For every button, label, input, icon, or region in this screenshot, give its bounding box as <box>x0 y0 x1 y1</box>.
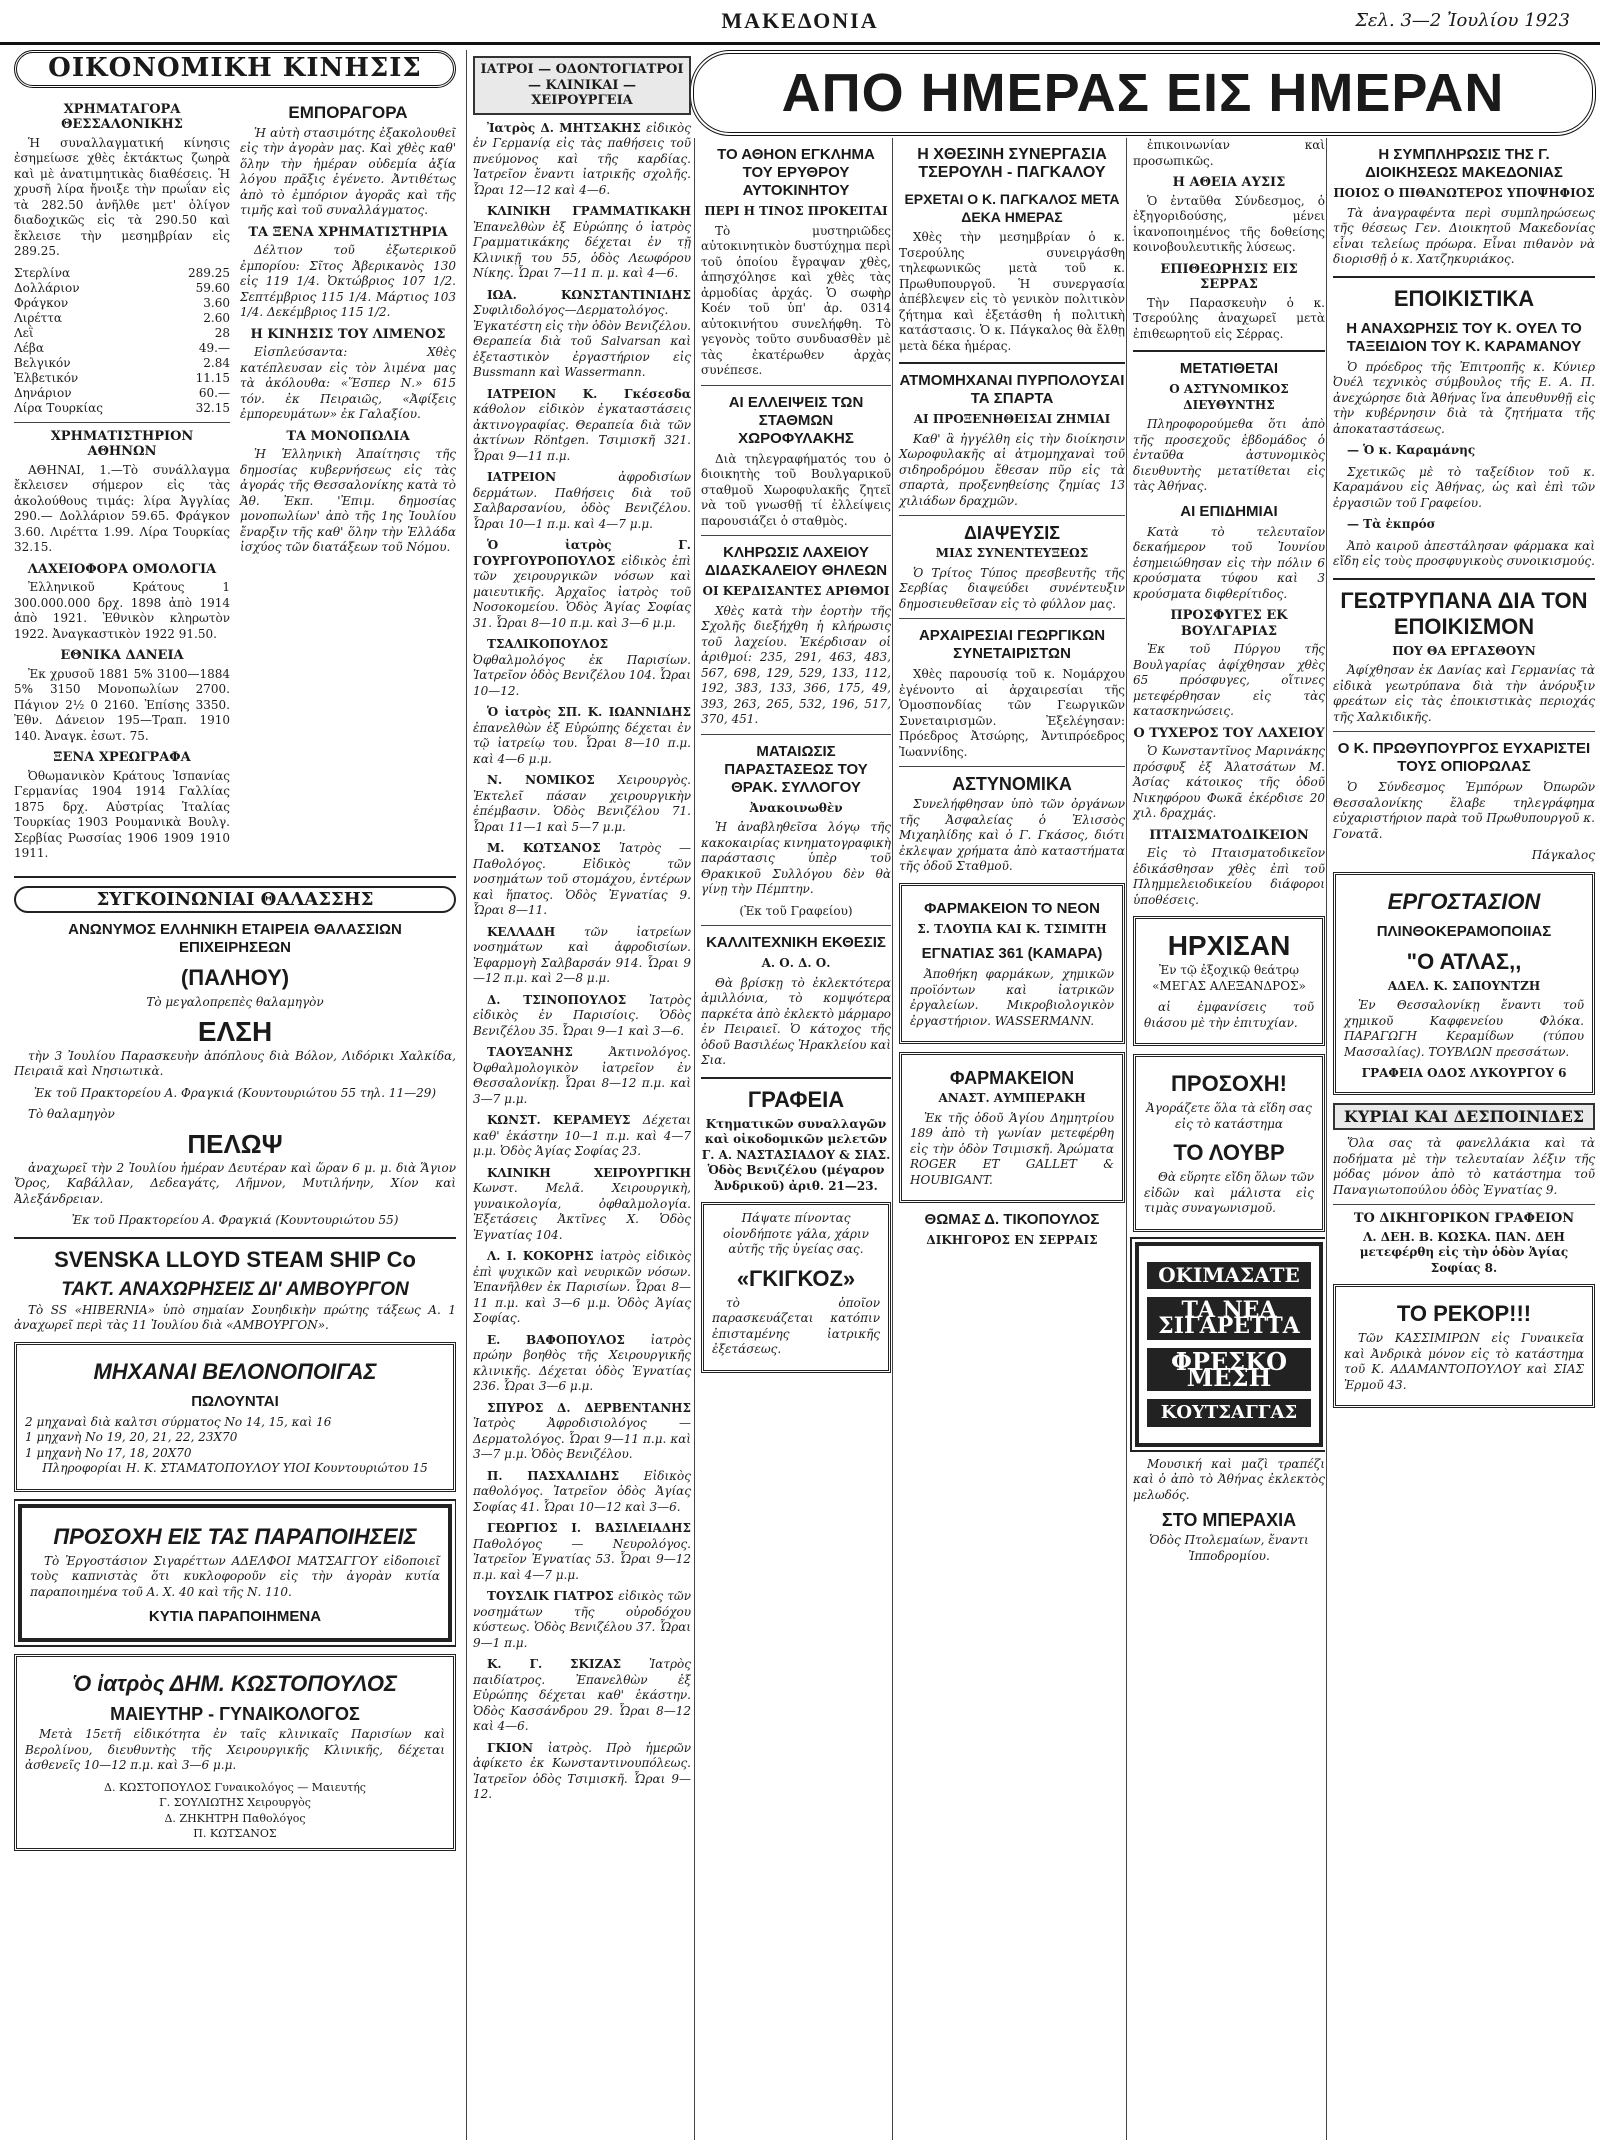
rate-name: Ἑλβετικόν <box>14 370 79 385</box>
rate-value: 49.— <box>198 340 230 355</box>
c3c-sub: ΟΙ ΚΕΡΔΙΣΑΝΤΕΣ ΑΡΙΘΜΟΙ <box>702 584 890 598</box>
doctor-entry-text: Ἀκτινολόγος. Ὀφθαλμολογικὸν ἰατρεῖον ἐν Θεσσαλονίκῃ. Ὧραι 8—12 π.μ. καὶ 3—7 μ.μ. <box>473 1045 691 1106</box>
doctor-entry-name: Λ. Ι. ΚΟΚΟΡΗΣ <box>487 1249 600 1263</box>
c6d-text: Ὁ Σύνδεσμος Ἐμπόρων Ὀπωρῶν Θεσσαλονίκης ἔλαβε τηλεγράφημα εὐχαριστήριον παρὰ τοῦ Πρωθυπουργοῦ κ. Γονατᾶ. <box>1333 780 1595 841</box>
c6b-title: ΕΠΟΙΚΙΣΤΙΚΑ <box>1393 285 1535 311</box>
pharmacy-neon-ad <box>899 883 1125 1045</box>
c5b-title: Η ΑΘΕΙΑ ΑΥΣΙΣ <box>1172 175 1286 190</box>
doctor-entry-text: Δέχεται καθ' ἑκάστην 10—1 π.μ. καὶ 4—7 μ.μ. Ὁδὸς Ἁγίας Σοφίας 23. <box>473 1113 691 1158</box>
doctor-entry <box>473 637 691 699</box>
gigkoz-tail: τὸ ὁποῖον παρασκευάζεται κατόπιν ἐπισταμένης ἰατρικῆς ἐξετάσεως. <box>712 1295 880 1356</box>
rate-name: Στερλίνα <box>14 265 71 280</box>
doctor-entry-name: Δ. ΤΣΙΝΟΠΟΥΛΟΣ <box>487 992 649 1007</box>
doctor-entry-text: ἰατρὸς εἰδικὸς ἐπὶ ψυχικῶν καὶ νευρικῶν νόσων. Ἐπανῆλθεν ἐκ Παρισίων. Ὧραι 8—11 π.μ. καὶ 3—6 μ.μ. Ὁδὸς Ἁγίας Σοφίας. <box>473 1249 691 1325</box>
atlas-ad <box>1333 872 1595 1095</box>
doctor-entry-name: ΙΑΤΡΕΙΟΝ Κ. Γκέσεσδα <box>487 386 691 401</box>
ship1-text: τὴν 3 Ἰουλίου Παρασκευὴν ἀπόπλους διὰ Βόλον, Λιδόρικι Χαλκίδα, Πειραιᾶ καὶ Νησιωτικὰ. <box>14 1048 456 1078</box>
c5i-tail: αἱ ἐμφανίσεις τοῦ θιάσου μὲ τὴν ἐπιτυχίαν. <box>1144 1000 1314 1030</box>
doctor-entry <box>473 1657 691 1735</box>
c4g-title: ΦΑΡΜΑΚΕΙΟΝ <box>949 1068 1075 1088</box>
pharmacy-avmperaki-ad <box>899 1052 1125 1203</box>
doctor-entry-text: εἰδικὸς ἐν Γερμανίᾳ εἰς τὰς παθήσεις τοῦ πνεύμονος καὶ τῆς καρδίας. Ἰατρεῖον ἔναντι ἰατρικῆς σχολῆς. Ὧραι 12—12 καὶ 4—6. <box>473 120 691 197</box>
doctor-entry <box>473 1589 691 1651</box>
ship1-intro: Τὸ μεγαλοπρεπὲς θαλαμηγὸν <box>146 995 324 1009</box>
doctor-entry-name: ΓΚΙΟΝ <box>487 1740 548 1755</box>
c6h-text: Τῶν ΚΑΣΣΙΜΙΡΩΝ εἰς Γυναικεῖα καὶ Ἀνδρικὰ μόνον εἰς τὸ κατάστημα τοῦ Κ. ΑΔΑΜΑΝΤΟΠΟΥΛΟΥ καὶ ΣΙΑΣ Ἐρμοῦ 43. <box>1344 1331 1584 1392</box>
c6g-title: ΤΟ ΔΙΚΗΓΟΡΙΚΟΝ ΓΡΑΦΕΙΟΝ <box>1353 1211 1575 1226</box>
doctors-header: ΙΑΤΡΟΙ — ΟΔΟΝΤΟΓΙΑΤΡΟΙ — ΚΛΙΝΙΚΑΙ — ΧΕΙΡΟΥΡΓΕΙΑ <box>473 56 691 115</box>
rate-row <box>14 296 230 311</box>
rate-name: Λιρέττα <box>14 310 63 325</box>
doctor-entry <box>473 1113 691 1160</box>
doctor-entry-name: Ὁ ἰατρὸς ΣΠ. Κ. ΙΩΑΝΝΙΔΗΣ <box>487 705 691 719</box>
foreign-title: ΤΑ ΞΕΝΑ ΧΡΗΜΑΤΙΣΤΗΡΙΑ <box>248 224 448 240</box>
doctor-entry <box>473 1401 691 1463</box>
doctor-entry-text: ἰατρὸς. Πρὸ ἡμερῶν ἀφίκετο ἐκ Κωνσταντινουπόλεως. Ἰατρεῖον ὁδὸς Τσιμισκῆ. Ὧραι 9—12. <box>473 1740 691 1801</box>
ship2-name: ΠΕΛΩΨ <box>187 1128 283 1159</box>
rate-row <box>14 281 230 296</box>
c5b-text: Ὁ ἐνταῦθα Σύνδεσμος, ὁ ἐξηγοριδούσης, μένει ἱκανοποιημένος τῆς δοθείσης κοινοβουλευτικῆς λύσεως. <box>1133 193 1325 254</box>
c6b-name2: — Τὰ ἐκπρόσ <box>1347 517 1436 531</box>
c5d-sub: Ο ΑΣΤΥΝΟΜΙΚΟΣ ΔΙΕΥΘΥΝΤΗΣ <box>1169 382 1289 412</box>
c5j-tail: Θὰ εὕρητε εἴδη ὅλων τῶν εἰδῶν καὶ μάλιστα εἰς τιμὰς συναγωνισμοῦ. <box>1144 1170 1314 1215</box>
doctor-entry-text: Παθολόγος — Νευρολόγος. Ἰατρεῖον Ἐγνατίας 53. Ὧραι 9—12 π.μ. καὶ 4—7 μ.μ. <box>473 1536 691 1582</box>
doctor-staff-item: Δ. ΖΗΚΗΤΡΗ Παθολόγος <box>164 1811 306 1825</box>
doctor-entry-name: ΙΑΤΡΕΙΟΝ <box>487 470 619 484</box>
doctor-entry-text: Ἰατρὸς εἰδικὸς ἐν Παρισίοις. Ὁδὸς Βενιζέλου 35. Ὧραι 9—1 καὶ 3—6. <box>473 992 691 1038</box>
c5k-line2: ΤΑ ΝΕΑ ΣΙΓΑΡΕΤΤΑ <box>1147 1297 1311 1340</box>
c5k-line1: ΟΚΙΜΑΣΑΤΕ <box>1147 1262 1311 1290</box>
c6d-sign: Πάγκαλος <box>1531 848 1595 862</box>
rate-name: Λεῒ <box>14 325 34 340</box>
rate-value: 289.25 <box>188 265 230 280</box>
doctor-entry-text: εἰδικὸς τῶν νοσημάτων τῆς οὐροδόχου κύστεως. Ὁδὸς Βενιζέλου 37. Ὧραι 9—1 π.μ. <box>473 1589 691 1650</box>
shipping-company-sub: (ΠΑΛΗΟΥ) <box>180 965 290 990</box>
port-text: Εἰσπλεύσαντα: Χθὲς κατέπλευσαν εἰς τὸν λιμένα μας τὰ ἀκόλουθα: «Ἕσπερ Ν.» 615 τόν. ἐκ Πειραιῶς, «Ἀφίξεις ἐμπορευμάτων» ἐκ Γαλαξίου. <box>240 345 456 421</box>
doctor-entry-name: Ε. ΒΑΦΟΠΟΥΛΟΣ <box>487 1332 651 1347</box>
doctor-entry-name: ΤΟΥΣΛΙΚ ΓΙΑΤΡΟΣ <box>487 1589 619 1603</box>
c5j-text: Ἀγοράζετε ὅλα τὰ εἴδη σας εἰς τὸ κατάστημα <box>1146 1101 1312 1131</box>
doctor-entry-text: Ἰατρὸς Ἀφροδισιολόγος — Δερματολόγος. Ὧραι 9—11 π.μ. καὶ 3—7 μ.μ. Ὁδὸς Βενιζέλου. <box>473 1416 691 1461</box>
doctor-entry-name: ΚΛΙΝΙΚΗ ΓΡΑΜΜΑΤΙΚΑΚΗ <box>487 204 691 218</box>
sewing-title: ΜΗΧΑΝΑΙ ΒΕΛΟΝΟΠΟΙΓΑΣ <box>93 1358 377 1384</box>
c4c-text: Ὁ Τρίτος Τύπος πρεσβευτῆς τῆς Σερβίας διαψεύδει συνέντευξιν δημοσιευθεῖσαν εἰς τὸ φύλλον μας. <box>899 565 1125 611</box>
doctor-entry <box>473 470 691 532</box>
rate-name: Δηνάριον <box>14 385 72 400</box>
newspaper-name: ΜΑΚΕΔΟΝΙΑ <box>721 8 879 33</box>
ship1-agent: Ἐκ τοῦ Πρακτορείου Α. Φραγκιά (Κουντουριώτου 55 τηλ. 11—29) <box>33 1085 437 1100</box>
c5j-brand: ΤΟ ΛΟΥΒΡ <box>1173 1140 1285 1165</box>
c3c-text: Χθὲς κατὰ τὴν ἑορτὴν τῆς Σχολῆς διεξήχθη ἡ κλήρωσις τοῦ λαχείου. Ἐκέρδισαν οἱ ἀριθμοί: 235, 291, 463, 483, 567, 698, 129, 529, 133, 112, 192, 383, 133, 366, 175, 49, 393, 263, 265, 532, 196, 517, 370, 451. <box>701 603 891 726</box>
doctor-entry-text: Χειρουργὸς. Ἐκτελεῖ πάσαν χειρουργικὴν ἐπέμβασιν. Ὁδὸς Βενιζέλου 71. Ὧραι 11—1 καὶ 5—7 μ.μ. <box>473 773 691 834</box>
athens-title: ΧΡΗΜΑΤΙΣΤΗΡΙΟΝ ΑΘΗΝΩΝ <box>50 428 194 459</box>
doctor-entry <box>473 288 691 381</box>
doctor-entry-text: Κωνστ. Μελᾶ. Χειρουργικὴ, γυναικολογία, ὀφθαλμολογία. Ἐξετάσεις Ἀκτῖνες Χ. Ὁδὸς Ἐγνατίας 104. <box>473 1181 691 1242</box>
gigkoz-text: Πάψατε πίνοντας οἰονδήποτε γάλα, χάριν αὐτῆς τῆς ὑγείας σας. <box>723 1211 869 1256</box>
c3b-text: Διὰ τηλεγραφήματός του ὁ διοικητὴς τοῦ Βουλγαρικοῦ σταθμοῦ Χωροφυλακῆς ζητεῖ νὰ τοῦ γνωσθῇ τί ἐλλείψεις παρουσιάζει ὁ σταθμὸς. <box>701 451 891 528</box>
bonds-title: ΛΑΧΕΙΟΦΟΡΑ ΟΜΟΛΟΓΙΑ <box>27 561 217 577</box>
doctor-entry <box>473 841 691 919</box>
c4c-sub: ΜΙΑΣ ΣΥΝΕΝΤΕΥΞΕΩΣ <box>935 546 1089 560</box>
doctor-entry-name: ΚΛΙΝΙΚΗ ΧΕΙΡΟΥΡΓΙΚΗ <box>487 1165 691 1180</box>
warning-tail: ΚΥΤΙΑ ΠΑΡΑΠΟΙΗΜΕΝΑ <box>148 1608 322 1625</box>
doctor-entry <box>473 1469 691 1516</box>
shipping-company: ΑΝΩΝΥΜΟΣ ΕΛΛΗΝΙΚΗ ΕΤΑΙΡΕΙΑ ΘΑΛΑΣΣΙΩΝ ΕΠΙΧΕΙΡΗΣΕΩΝ <box>68 921 402 956</box>
rate-name: Βελγικόν <box>14 355 71 370</box>
c6a-sub: ΠΟΙΟΣ Ο ΠΙΘΑΝΩΤΕΡΟΣ ΥΠΟΨΗΦΙΟΣ <box>1333 186 1595 200</box>
doctor-entry <box>473 538 691 631</box>
doctor-entry <box>473 1333 691 1395</box>
c3a-sub: ΠΕΡΙ Η ΤΙΝΟΣ ΠΡΟΚΕΙΤΑΙ <box>704 204 888 218</box>
c5f-title: ΠΡΟΣΦΥΓΕΣ ΕΚ ΒΟΥΛΓΑΡΙΑΣ <box>1170 608 1288 639</box>
c6f-title: ΚΥΡΙΑΙ ΚΑΙ ΔΕΣΠΟΙΝΙΔΕΣ <box>1333 1103 1595 1131</box>
sewing-contact: Πληροφορίαι Η. Κ. ΣΤΑΜΑΤΟΠΟΥΛΟΥ ΥΙΟΙ Κουντουριώτου 15 <box>42 1461 428 1475</box>
c3c-title: ΚΛΗΡΩΣΙΣ ΛΑΧΕΙΟΥ ΔΙΔΑΣΚΑΛΕΙΟΥ ΘΗΛΕΩΝ <box>704 544 888 579</box>
c5l-tail: Ὁδὸς Πτολεμαίων, ἔναντι Ἰπποδρομίου. <box>1149 1533 1309 1563</box>
c5g-text: Ὁ Κωνσταντῖνος Μαρινάκης πρόσφυξ ἐξ Ἀλατσάτων Μ. Ἀσίας κάτοικος τῆς ὁδοῦ Νικηφόρου Φωκᾶ ἐκέρδισε 20 χιλ. δραχμάς. <box>1133 744 1325 820</box>
doctor-entry-text: Εἰδικὸς παθολόγος. Ἰατρεῖον ὁδὸς Ἁγίας Σοφίας 41. Ὧραι 10—12 καὶ 3—6. <box>473 1468 691 1514</box>
doctor-entry <box>473 121 691 199</box>
c5j-title: ΠΡΟΣΟΧΗ! <box>1171 1071 1287 1096</box>
doctor-entry-name: Ὁ ἰατρὸς Γ. ΓΟΥΡΓΟΥΡΟΠΟΥΛΟΣ <box>473 538 691 568</box>
c6e-office: ΓΡΑΦΕΙΑ ΟΔΟΣ ΛΥΚΟΥΡΓΟΥ 6 <box>1361 1066 1567 1080</box>
rate-row <box>14 386 230 401</box>
c6b-text3: Ἀπὸ καιροῦ ἀπεστάλησαν φάρμακα καὶ εἴδη εἰς τοὺς προσφυγικοὺς συνοικισμούς. <box>1333 538 1595 568</box>
doctor-entry <box>473 204 691 282</box>
c4g-sub: ΑΝΑΣΤ. ΑΥΜΠΕΡΑΚΗ <box>938 1091 1086 1105</box>
economy-title: ΟΙΚΟΝΟΜΙΚΗ ΚΙΝΗΣΙΣ <box>14 50 456 88</box>
gigkoz-ad <box>701 1202 891 1373</box>
c5l-title: ΣΤΟ ΜΠΕΡΑΧΙΑ <box>1161 1510 1297 1530</box>
c6f-text: Ὅλα σας τὰ φανελλάκια καὶ τὰ ποδήματα μὲ τὴν τελευταίαν λέξιν τῆς μόδας μόνον ἀπὸ τὸ κατάστημα τοῦ Παναγιωτοπούλου ὁδὸς Ἐγνατίας 9. <box>1333 1136 1595 1197</box>
c3f-text: Κτηματικῶν συναλλαγῶν καὶ οἰκοδομικῶν μελετῶν Γ. Α. ΝΑΣΤΑΣΙΑΔΟΥ & ΣΙΑΣ. Ὁδὸς Βενιζέλου (μέγαρον Ἀνδρικοῦ) ἀριθ. 21—23. <box>701 1116 891 1193</box>
c5c-title: ΕΠΙΘΕΩΡΗΣΙΣ ΕΙΣ ΣΕΡΡΑΣ <box>1160 261 1298 292</box>
c5e-text: Κατὰ τὸ τελευταῖον δεκαήμερον τοῦ Ἰουνίου ἐσημειώθησαν εἰς τὴν πόλιν 6 κρούσματα τύφου καὶ 3 κρούσματα διφθερίτιδος. <box>1133 524 1325 601</box>
c3d-sub: Ἀνακοινωθὲν <box>749 800 843 815</box>
c6e-text: Ἐν Θεσσαλονίκῃ ἔναντι τοῦ χημικοῦ Καφφενείου Φλόκα. ΠΑΡΑΓΩΓΗ Κεραμίδων (τύπου Μασσαλίας). ΤΟΥΒΛΩΝ πρεσσάτων. <box>1344 998 1584 1059</box>
c5d-text: Πληροφορούμεθα ὅτι ἀπὸ τῆς προσεχοῦς ἑβδομάδος ὁ ἐνταῦθα ἀστυνομικὸς διευθυντὴς μετατίθεται εἰς τὰς Ἀθήνας. <box>1133 417 1325 493</box>
ship2-intro: Τὸ θαλαμηγὸν <box>28 1107 115 1121</box>
doctor-entry-text: Ἰατρὸς παιδίατρος. Ἐπανελθὼν ἐξ Εὐρώπης δέχεται καθ' ἑκάστην. Ὁδὸς Κασσάνδρου 29. Ὧραι 8—12 καὶ 4—6. <box>473 1657 691 1733</box>
rate-value: 2.60 <box>203 310 230 325</box>
c5h-text: Εἰς τὸ Πταισματοδικεῖον ἐδικάσθησαν χθὲς ἐπὶ τοῦ Πλημμελειοδικείου διάφοροι ὑποθέσεις. <box>1133 846 1325 907</box>
exchange-title: ΧΡΗΜΑΤΑΓΟΡΑ ΘΕΣΣΑΛΟΝΙΚΗΣ <box>61 101 183 132</box>
c4h-title: ΘΩΜΑΣ Δ. ΤΙΚΟΠΟΥΛΟΣ <box>924 1211 1100 1228</box>
masthead <box>0 0 1600 45</box>
doctor-staff-item: Γ. ΣΟΥΛΙΩΤΗΣ Χειρουργὸς <box>159 1796 311 1809</box>
sewing-item: 1 μηχανὴ Νο 19, 20, 21, 22, 23Χ70 <box>25 1430 238 1444</box>
doctor-entry-text: ἐπανελθὼν ἐξ Εὐρώπης δέχεται ἐν τῷ ἰατρείῳ του. Ὧραι 8—10 π.μ. καὶ 4—6 μ.μ. <box>473 720 691 766</box>
lloyd-sub: ΤΑΚΤ. ΑΝΑΧΩΡΗΣΕΙΣ ΔΙ' ΑΜΒΟΥΡΓΟΝ <box>61 1278 409 1300</box>
doctor-entry <box>473 773 691 835</box>
doctor-staff-item: Π. ΚΩΤΣΑΝΟΣ <box>193 1827 277 1840</box>
news-column-4 <box>892 138 1125 2140</box>
doctor-entry <box>473 1249 691 1327</box>
lloyd-text: Τὸ SS «HIBERNIA» ὑπὸ σημαίαν Σουηδικὴν πρώτης τάξεως Α. 1 ἀναχωρεῖ περὶ τὰς 11 Ἰουλίου διὰ «ΑΜΒΟΥΡΓΟΝ». <box>14 1302 456 1332</box>
c6e-owner: ΑΔΕΛ. Κ. ΣΑΠΟΥΝΤΖΗ <box>1387 978 1541 993</box>
c5e-title: ΑΙ ΕΠΙΔΗΜΙΑΙ <box>1180 502 1278 520</box>
c5d-title: ΜΕΤΑΤΙΘΕΤΑΙ <box>1179 360 1279 377</box>
doctor-ad <box>14 1654 456 1851</box>
c5h-title: ΠΤΑΙΣΜΑΤΟΔΙΚΕΙΟΝ <box>1149 827 1309 843</box>
c4e-text: Συνελήφθησαν ὑπὸ τῶν ὀργάνων τῆς Ἀσφαλείας ὁ Ἐλισσὸς Μιχαηλίδης καὶ ὁ Γ. Γκάσος, διότι ἐκλεψαν χρήματα ἀπὸ καταστήματα τῆς ὁδοῦ Σταθμοῦ. <box>899 797 1125 873</box>
loans-text: Ἐκ χρυσοῦ 1881 5% 3100—1884 5% 3150 Μονοπωλίων 2700. Πάγιον 2½ 0 2160. Ἐπίσης 3350. Ἐθν. Δάνειον 195—Τραπ. 1910 140. Ἀναγκ. ἐσωτ. 75. <box>14 666 230 743</box>
doctor-entry-text: Ὀφθαλμολόγος ἐκ Παρισίων. Ἰατρεῖον ὁδὸς Βενιζέλου 104. Ὧραι 10—12. <box>473 652 691 698</box>
doctor-entry-text: Ἰατρὸς — Παθολόγος. Εἰδικὸς τῶν νοσημάτων τοῦ στομάχου, ἐντέρων καὶ ἥπατος. Ὁδὸς Ἐγνατίας 9. Ὧραι 8—11. <box>473 841 691 917</box>
c3e-sub: Α. Ο. Δ. Ο. <box>761 956 831 970</box>
sewing-item: 1 μηχανὴ Νο 17, 18, 20Χ70 <box>25 1445 192 1460</box>
doctor-entry-name: ΚΩΝΣΤ. ΚΕΡΑΜΕΥΣ <box>487 1113 643 1127</box>
c5c-text: Τὴν Παρασκευὴν ὁ κ. Τσερούλης ἀναχωρεῖ μετὰ ἐπιθεωρητοῦ εἰς Σέρρας. <box>1133 295 1325 341</box>
page-date: Σελ. 3—2 Ἰουλίου 1923 <box>1355 10 1570 31</box>
c5f-text: Ἐκ τοῦ Πύργου τῆς Βουλγαρίας ἀφίχθησαν χθὲς 65 πρόσφυγες, οἵτινες μετεφέρθησαν εἰς τὰς κατασκηνώσεις. <box>1133 642 1325 718</box>
c3d-text: Ἡ ἀναβληθεῖσα λόγῳ τῆς κακοκαιρίας κινηματογραφικὴ παράστασις ὑπὲρ τοῦ Θρακικοῦ Συλλόγου δὲν θὰ γίνῃ τὴν Πέμπτην. <box>701 820 891 896</box>
monopoly-title: ΤΑ ΜΟΝΟΠΩΛΙΑ <box>286 428 410 444</box>
news-column-3 <box>694 138 891 2140</box>
rate-row <box>14 401 230 416</box>
doctor-entry-text: κάθολον εἰδικὸν ἐγκαταστάσεις ἀκτινογραφίας. Θεραπεία διὰ τῶν ἀκτίνων Röntgen. Τσιμισκῆ 321. Ὧραι 9—11 π.μ. <box>473 402 691 463</box>
c5a-text: ἐπικοινωνίαν καὶ προσωπικῶς. <box>1133 138 1325 168</box>
rate-row <box>14 341 230 356</box>
rate-value: 32.15 <box>195 400 230 415</box>
c4f-sub: Σ. ΤΛΟΥΠΑ ΚΑΙ Κ. ΤΣΙΜΙΤΗ <box>917 921 1107 936</box>
c4c-title: ΔΙΑΨΕΥΣΙΣ <box>963 523 1061 543</box>
rate-name: Λίρα Τουρκίας <box>14 400 103 415</box>
c3a-text: Τὸ μυστηριῶδες αὐτοκινητικὸν δυστύχημα περὶ τοῦ ὁποίου ἔγραψαν χθὲς, ἀπησχόλησε καὶ χθὲς τὰς ἀρμοδίας ἀρχάς. Ὁ σωφὴρ Κοέν τοῦ ὑπ' ἀρ. 0314 αὐτοκινήτου συνελήφθη. Τὸ γεγονὸς τοῦτο συνδυασθὲν μὲ τὰς ἐκατέρωθεν ἀρχὰς συνέπεσε. <box>701 223 891 377</box>
c3f-title: ΓΡΑΦΕΙΑ <box>747 1086 845 1112</box>
ircisan-ad <box>1133 916 1325 1046</box>
doctor-entry-name: Ν. ΝΟΜΙΚΟΣ <box>487 773 618 787</box>
port-title: Η ΚΙΝΗΣΙΣ ΤΟΥ ΛΙΜΕΝΟΣ <box>250 326 446 342</box>
news-column-5 <box>1126 138 1325 2140</box>
c4d-title: ΑΡΧΑΙΡΕΣΙΑΙ ΓΕΩΡΓΙΚΩΝ ΣΥΝΕΤΑΙΡΙΣΤΩΝ <box>918 627 1106 662</box>
doctor-entry-name: Π. ΠΑΣΧΑΛΙΔΗΣ <box>487 1468 644 1483</box>
ship1-name: ΕΛΣΗ <box>197 1015 273 1047</box>
c6a-title: Η ΣΥΜΠΛΗΡΩΣΙΣ ΤΗΣ Γ. ΔΙΟΙΚΗΣΕΩΣ ΜΑΚΕΔΟΝΙΑΣ <box>1365 146 1563 181</box>
doctor-sub: ΜΑΙΕΥΤΗΡ - ΓΥΝΑΙΚΟΛΟΓΟΣ <box>110 1704 360 1724</box>
doctor-entry-name: ΤΑΟΥΞΑΝΗΣ <box>487 1045 609 1059</box>
rate-row <box>14 356 230 371</box>
doctor-entry-name: ΣΠΥΡΟΣ Δ. ΔΕΡΒΕΝΤΑΝΗΣ <box>487 1400 691 1415</box>
rate-row <box>14 371 230 386</box>
rate-row <box>14 326 230 341</box>
doctor-entry <box>473 993 691 1040</box>
c4d-text: Χθὲς παρουσίᾳ τοῦ κ. Νομάρχου ἐγένοντο αἱ ἀρχαιρεσίαι τῆς Ὁμοσπονδίας τῶν Γεωργικῶν Συνεταιρισμῶν. Ἐξελέγησαν: Πρόεδρος Ἀτσώρης, Ἀντιπρόεδρος Ἰωαννίδης. <box>899 667 1125 759</box>
doctor-entry-text: Συφιλιδολόγος—Δερματολόγος. Ἐγκατέστη εἰς τὴν ὁδὸν Βενιζέλου. Θεραπεία διὰ τοῦ Salvarsan καὶ ἐξεταστικὸν ἐργαστήριον εἰς Bussmann καὶ Wassermann. <box>473 303 691 379</box>
doctor-entry <box>473 705 691 767</box>
trade-title: ΕΜΠΟΡΑΓΟΡΑ <box>288 102 408 122</box>
c4a-text: Χθὲς τὴν μεσημβρίαν ὁ κ. Τσερούλης συνειργάσθη τηλεφωνικῶς μετὰ τοῦ κ. Πρωθυπουργοῦ. Ἡ συνεργασία ἀπέβλεψεν εἰς τὸ γενικὸν πολιτικὸν ζήτημα καὶ ἐξετάσθη ἡ πολιτικὴ κατάστασις. Ὁ κ. Πάγκαλος θὰ ἔλθῃ μετὰ δέκα ἡμέρας. <box>899 230 1125 353</box>
c6b-text: Ὁ πρόεδρος τῆς Ἐπιτροπῆς κ. Κύνιερ Ὀυέλ τεχνικὸς σύμβουλος τῆς Ε. Α. Π. ἀνεχώρησε διὰ Ἀθήνας ἵνα ἀπευθυνθῇ εἰς τὴν κυβέρνησιν διὰ τὰ ζητήματα τῆς ἀποκαταστάσεως. <box>1333 359 1595 436</box>
paper-title: ΞΕΝΑ ΧΡΕΩΓΡΑΦΑ <box>53 750 191 765</box>
rate-row <box>14 311 230 326</box>
doctor-title: Ὁ ἰατρὸς ΔΗΜ. ΚΩΣΤΟΠΟΥΛΟΣ <box>72 1671 398 1696</box>
c3b-title: ΑΙ ΕΛΛΕΙΨΕΙΣ ΤΩΝ ΣΤΑΘΜΩΝ ΧΩΡΟΦΥΛΑΚΗΣ <box>728 393 864 447</box>
doctor-entries <box>473 121 691 1803</box>
c4f-addr: ΕΓΝΑΤΙΑΣ 361 (ΚΑΜΑΡΑ) <box>921 945 1103 962</box>
trade-text: Ἡ αὐτὴ στασιμότης ἐξακολουθεῖ εἰς τὴν ἀγορὰν μας. Καὶ χθὲς καθ' ὅλην τὴν ἡμέραν οὐδεμία ἀξία λόγου πρᾶξις ἐγένετο. Ἀντιθέτως ἀπὸ τὸ ἐμπόριον ἀγορᾶς καὶ τῆς τιμῆς καὶ τοῦ συναλλάγματος. <box>240 125 456 217</box>
c6b-text2: Σχετικῶς μὲ τὸ ταξείδιον τοῦ κ. Καραμάνου εἰς Ἀθήνας, ὡς καὶ ἐπὶ τῶν ἐργασιῶν τοῦ Γραφείου. <box>1333 464 1595 510</box>
c5l-text: Μουσική καὶ μαζὶ τραπέζι καὶ ὁ ἀπὸ τὸ Ἀθήνας ἐκλεκτὸς μελωδός. <box>1133 1456 1325 1502</box>
c6c-title: ΓΕΩΤΡΥΠΑΝΑ ΔΙΑ ΤΟΝ ΕΠΟΙΚΙΣΜΟΝ <box>1340 587 1588 639</box>
sewing-item: 2 μηχαναὶ διὰ καλτσι σύρματος Νο 14, 15, καὶ 16 <box>25 1414 332 1429</box>
section-banner: ΑΠΟ ΗΜΕΡΑΣ ΕΙΣ ΗΜΕΡΑΝ <box>690 50 1596 136</box>
rate-value: 28 <box>214 325 230 340</box>
c4a-title: Η ΧΘΕΣΙΝΗ ΣΥΝΕΡΓΑΣΙΑ ΤΣΕΡΟΥΛΗ - ΠΑΓΚΑΛΟΥ <box>917 146 1107 181</box>
record-ad <box>1333 1284 1595 1408</box>
c5k-line4: ΚΟΥΤΣΑΓΓΑΣ <box>1147 1399 1311 1427</box>
c6e-brand: "Ο ΑΤΛΑΣ,, <box>1406 948 1522 974</box>
sewing-sub: ΠΩΛΟΥΝΤΑΙ <box>191 1392 279 1410</box>
doctor-entry-text: Ἐπανελθὼν ἐξ Εὐρώπης ὁ ἰατρὸς Γραμματικάκης δέχεται ἐν τῇ Κλινικῇ του 55, ὁδὸς Λεωφόρου Νίκης. Ὧραι 7—11 π. μ. καὶ 4—6. <box>473 219 691 280</box>
news-column-6 <box>1326 138 1595 2140</box>
doctor-staff <box>25 1780 445 1842</box>
economy-right <box>240 96 456 868</box>
c4e-title: ΑΣΤΥΝΟΜΙΚΑ <box>952 774 1072 794</box>
doctor-entry-name: ΚΕΛΛΑΔΗ <box>487 924 585 939</box>
doctor-entry-text: τῶν ἰατρείων νοσημάτων καὶ ἀφροδισίων. Ἐφαρμογὴ Σαλβαρσάν 914. Ὧραι 9—12 π.μ. καὶ 2—8 μ.μ. <box>473 924 691 985</box>
paper-text: Ὀθωμανικὸν Κράτους Ἰσπανίας Γερμανίας 1904 1914 Γαλλίας 1875 δρχ. Αὐστρίας Ἰταλίας Τουρκίας 1903 Ρουμανικὰ Βουλγ. Σερβίας Ρωσσίας 1906 1909 1910 1911. <box>14 768 230 860</box>
lloyd-title: SVENSKA LLOYD STEAM SHIP Co <box>54 1246 416 1272</box>
c6b-sub: Η ΑΝΑΧΩΡΗΣΙΣ ΤΟΥ Κ. ΟΥΕΛ ΤΟ ΤΑΞΕΙΔΙΟΝ ΤΟΥ Κ. ΚΑΡΑΜΑΝΟΥ <box>1346 319 1582 355</box>
ship2-agent: Ἐκ τοῦ Πρακτορείου Α. Φραγκιά (Κουντουριώτου 55) <box>71 1213 399 1227</box>
economy-column <box>14 50 456 2140</box>
rate-name: Φράγκον <box>14 295 69 310</box>
foreign-text: Δέλτιον τοῦ ἐξωτερικοῦ ἐμπορίου: Σῖτος Ἀβερικανὸς 130 εἰς 119 1/4. Ὀκτώβριος 107 1/2. Σεπτέμβριος 115 1/4. Μάρτιος 103 1/4. Δεκέμβριος 115 1/2. <box>240 243 456 319</box>
doctor-entry-text: ἰατρὸς πρώην βοηθὸς τῆς Χειρουργικῆς κλινικῆς. Δέχεται ὁδὸς Ἐγνατίας 236. Ὧραι 3—6 μ.μ. <box>473 1332 691 1393</box>
sewing-items <box>25 1415 445 1462</box>
c3a-title: ΤΟ ΑΘΗΟΝ ΕΓΚΛΗΜΑ ΤΟΥ ΕΡΥΘΡΟΥ ΑΥΤΟΚΙΝΗΤΟΥ <box>717 146 875 199</box>
c6c-sub: ΠΟΥ ΘΑ ΕΡΓΑΣΘΟΥΝ <box>1392 643 1536 658</box>
c4h-sub: ΔΙΚΗΓΟΡΟΣ ΕΝ ΣΕΡΡΑΙΣ <box>926 1233 1098 1247</box>
economy-two-col <box>14 96 456 868</box>
c4a-sub: ΕΡΧΕΤΑΙ Ο Κ. ΠΑΓΚΑΛΟΣ ΜΕΤΑ ΔΕΚΑ ΗΜΕΡΑΣ <box>904 191 1120 225</box>
c6g-text: Λ. ΔΕΗ. Β. ΚΩΣΚΑ. ΠΑΝ. ΔΕΗ μετεφέρθη εἰς τὴν ὁδὸν Ἁγίας Σοφίας 8. <box>1359 1229 1569 1275</box>
sewing-ad <box>14 1342 456 1492</box>
c6a-text: Τὰ ἀναγραφέντα περὶ συμπληρώσεως τῆς θέσεως Γεν. Διοικητοῦ Μακεδονίας εἶναι τελείως πρόωρα. Εἶναι πιθανὸν νὰ διορισθῇ ὁ κ. Χατζηκυριάκος. <box>1333 205 1595 266</box>
c6e-title: ΕΡΓΟΣΤΑΣΙΟΝ <box>1387 888 1541 914</box>
doctor-entry-text: εἰδικὸς ἐπὶ τῶν χειρουργικῶν νόσων καὶ μαιευτικῆς. Ἀρχαῖος ἰατρὸς τοῦ Νοσοκομείου. Ὁδὸς Ἁγίας Σοφίας 31. Ὧραι 8—10 π.μ. καὶ 3—6 μ.μ. <box>473 553 691 630</box>
exchange-text: Ἡ συναλλαγματική κίνησις ἐσημείωσε χθὲς ἐκτάκτως ζωηρὰ καὶ μὲ ἀνατιμητικὰς διαθέσεις. Ἡ χρυσῆ λίρα ἤνοιξε τὴν πρωΐαν εἰς τὰ 282.50 ἀνῆλθε μετ' ὀλίγον διαδοχικῶς εἰς τὰ 290.50 καὶ ἔκλεισε τὴν μεσημβρίαν εἰς 289.25. <box>14 135 230 258</box>
c5k-line3: ΦΡΕΣΚΟ ΜΕΣΗ <box>1147 1348 1311 1391</box>
c6d-title: Ο Κ. ΠΡΩΘΥΠΟΥΡΓΟΣ ΕΥΧΑΡΙΣΤΕΙ ΤΟΥΣ ΟΠΙΟΡΩΛΑΣ <box>1337 740 1591 775</box>
rate-value: 3.60 <box>203 295 230 310</box>
doctors-column <box>466 50 691 2140</box>
c6e-sub: ΠΛΙΝΘΟΚΕΡΑΜΟΠΟΙΙΑΣ <box>1376 922 1552 940</box>
warning-ad <box>18 1504 452 1643</box>
bonds-text: Ἐλληνικοῦ Κράτους 1 300.000.000 δρχ. 1898 ἀπὸ 1914 ἀπὸ 1921. Ἐθνικὸν κληρωτὸν 1922. Ἀναγκαστικὸν 1922 91.50. <box>14 580 230 641</box>
doctor-entry <box>473 387 691 465</box>
c3e-title: ΚΑΛΛΙΤΕΧΝΙΚΗ ΕΚΘΕΣΙΣ <box>706 934 886 951</box>
c5i-title: ΗΡΧΙΣΑΝ <box>1167 930 1291 961</box>
rate-value: 59.60 <box>195 280 230 295</box>
ship2-text: ἀναχωρεῖ τὴν 2 Ἰουλίου ἡμέραν Δευτέραν καὶ ὥραν 6 μ. μ. διὰ Ἅγιον Ὄρος, Καβάλλαν, Δεδεαγάτς, Λῆμνον, Μυτιλήνην, Χίον καὶ Ἀλεξάνδρειαν. <box>14 1160 456 1206</box>
monopoly-text: Ἡ Ἑλληνικὴ Ἀπαίτησις τῆς δημοσίας κυβερνήσεως εἰς τὰς ἀγοράς τῆς Θεσσαλονίκης κατὰ τὸ Ἀθ. Ἐκπ. 'Ἐπιμ. δημοσίας μονοπωλίων' ἀπὸ τῆς 1ης Ἰουλίου ἔναρξιν τῆς καθ' ὅλην τὴν Ἑλλάδα ἰσχύος τῶν διατάξεων τοῦ Νόμου. <box>240 447 456 554</box>
rate-value: 60.— <box>198 385 230 400</box>
c6b-name: — Ὁ κ. Καραμάνης <box>1347 443 1476 457</box>
c3d-title: ΜΑΤΑΙΩΣΙΣ ΠΑΡΑΣΤΑΣΕΩΣ ΤΟΥ ΘΡΑΚ. ΣΥΛΛΟΓΟΥ <box>724 742 868 796</box>
loans-title: ΕΘΝΙΚΑ ΔΑΝΕΙΑ <box>60 648 184 663</box>
doctor-entry-name: ΙΩΑ. ΚΩΝΣΤΑΝΤΙΝΙΔΗΣ <box>487 287 691 302</box>
doctor-staff-item: Δ. ΚΩΣΤΟΠΟΥΛΟΣ Γυναικολόγος — Μαιευτής <box>104 1780 366 1794</box>
c4f-title: ΦΑΡΜΑΚΕΙΟΝ ΤΟ ΝΕΟΝ <box>924 899 1100 917</box>
economy-left <box>14 96 230 868</box>
warning-title: ΠΡΟΣΟΧΗ ΕΙΣ ΤΑΣ ΠΑΡΑΠΟΙΗΣΕΙΣ <box>53 1523 417 1549</box>
rates-list <box>14 266 230 416</box>
c4g-text: Ἐκ τῆς ὁδοῦ Ἁγίου Δημητρίου 189 ἀπὸ τὴ γωνίαν μετεφέρθη εἰς τὴν ὁδὸν Τσιμισκῆ. Ἀρώματα ROGER ET GALLET & HOUBIGANT. <box>910 1110 1114 1187</box>
c3e-text: Θὰ βρίσκῃ τὸ ἐκλεκτότερα ἀμιλλόνια, τὸ κομψότερα παρκέτα ἀπὸ ἐκλεκτὸ μάρμαρο ἐν Πειραιεῖ. Ὁ κάτοχος τῆς ὁδοῦ Βασιλέως Ἡρακλείου καὶ Σια. <box>701 975 891 1067</box>
gigkoz-brand: «ΓΚΙΓΚΟΖ» <box>736 1265 856 1291</box>
doctor-entry <box>473 925 691 987</box>
rate-name: Λέβα <box>14 340 44 355</box>
c6c-text: Ἀφίχθησαν ἐκ Δανίας καὶ Γερμανίας τὰ εἰδικὰ γεωτρύπανα διὰ τὴν ἀνόρυξιν φρεάτων εἰς τὰς ἐποικιστικὰς περιοχάς τῆς Χαλκιδικῆς. <box>1333 663 1595 724</box>
c4f-text: Ἀποθήκη φαρμάκων, χημικῶν προϊόντων καὶ ἰατρικῶν ἐργαλείων. Μικροβιολογικὸν ἐργαστήριον. WASSERMANN. <box>910 967 1114 1028</box>
doctor-entry-text: ἀφροδισίων δερμάτων. Παθήσεις διὰ τοῦ Σαλβαρσανίου, ὁδὸς Βενιζέλου. Ὧραι 10—1 π.μ. καὶ 4—7 μ.μ. <box>473 470 691 531</box>
rate-name: Δολλάριον <box>14 280 80 295</box>
doctor-entry <box>473 1741 691 1803</box>
c4b-text: Καθ' ἃ ἠγγέλθη εἰς τὴν διοίκησιν Χωροφυλακῆς αἱ ἀτμομηχαναὶ τοῦ σιδηροδρόμου ἔθεσαν πῦρ εἰς τὰ σπαρτὰ, προξενηθείσης ζημίας 13 χιλιάδων δραχμῶν. <box>899 431 1125 508</box>
c3d-sign: (Ἐκ τοῦ Γραφείου) <box>739 903 853 918</box>
c6h-title: ΤΟ ΡΕΚΟΡ!!! <box>1396 1301 1532 1326</box>
athens-text: ΑΘΗΝΑΙ, 1.—Τὸ συνάλλαγμα ἔκλεισεν σήμερον εἰς τὰς ἀκολούθους τιμάς: λίρα Ἀγγλίας 290.— Δολλάριον 59.65. Φράγκον 3.60. Λιρέττα 1.99. Λίρα Τουρκίας 32.15. <box>14 462 230 554</box>
doctor-text: Μετὰ 15ετῆ εἰδικότητα ἐν ταῖς κλινικαῖς Παρισίων καὶ Βερολίνου, διευθυντὴς τῆς Χειρουργικῆς Κλινικῆς, δέχεται ἀσθενεῖς 10—12 π.μ. καὶ 3—6 μ.μ. <box>25 1727 445 1772</box>
c4b-title: ΑΤΜΟΜΗΧΑΝΑΙ ΠΥΡΠΟΛΟΥΣΑΙ ΤΑ ΣΠΑΡΤΑ <box>899 372 1125 407</box>
c5i-text: Ἐν τῷ ἐξοχικῷ θεάτρῳ «ΜΕΓΑΣ ΑΛΕΞΑΝΔΡΟΣ» <box>1152 963 1306 993</box>
cigarettes-ad <box>1135 1242 1323 1447</box>
doctor-entry-name: Κ. Γ. ΣΚΙΖΑΣ <box>487 1657 649 1671</box>
shipping-title: ΣΥΓΚΟΙΝΩΝΙΑΙ ΘΑΛΑΣΣΗΣ <box>14 886 456 914</box>
c5g-title: Ο ΤΥΧΕΡΟΣ ΤΟΥ ΛΑΧΕΙΟΥ <box>1133 725 1325 741</box>
doctor-entry-name: Μ. ΚΩΤΣΑΝΟΣ <box>487 841 619 855</box>
doctor-entry <box>473 1166 691 1244</box>
doctor-entry <box>473 1045 691 1107</box>
doctor-entry <box>473 1521 691 1583</box>
warning-text: Τὸ Ἐργοστάσιον Σιγαρέττων ΑΔΕΛΦΟΙ ΜΑΤΣΑΓΓΟΥ εἰδοποιεῖ τοὺς καπνιστὰς ὅτι κυκλοφοροῦν εἰς τὴν ἀγορὰν κυτία παραποιημένα τοῦ Α. Χ. 40 καὶ τῆς Ν. 110. <box>30 1553 440 1599</box>
doctor-entry-name: ΤΣΑΛΙΚΟΠΟΥΛΟΣ <box>487 637 609 651</box>
doctor-entry-name: Ἰατρὸς Δ. ΜΗΤΣΑΚΗΣ <box>487 120 647 135</box>
c4b-sub: ΑΙ ΠΡΟΞΕΝΗΘΕΙΣΑΙ ΖΗΜΙΑΙ <box>913 412 1111 426</box>
rate-value: 2.84 <box>203 355 230 370</box>
rate-value: 11.15 <box>195 370 230 385</box>
rate-row <box>14 266 230 281</box>
louvre-ad <box>1133 1054 1325 1232</box>
doctor-entry-name: ΓΕΩΡΓΙΟΣ Ι. ΒΑΣΙΛΕΙΑΔΗΣ <box>487 1521 691 1535</box>
